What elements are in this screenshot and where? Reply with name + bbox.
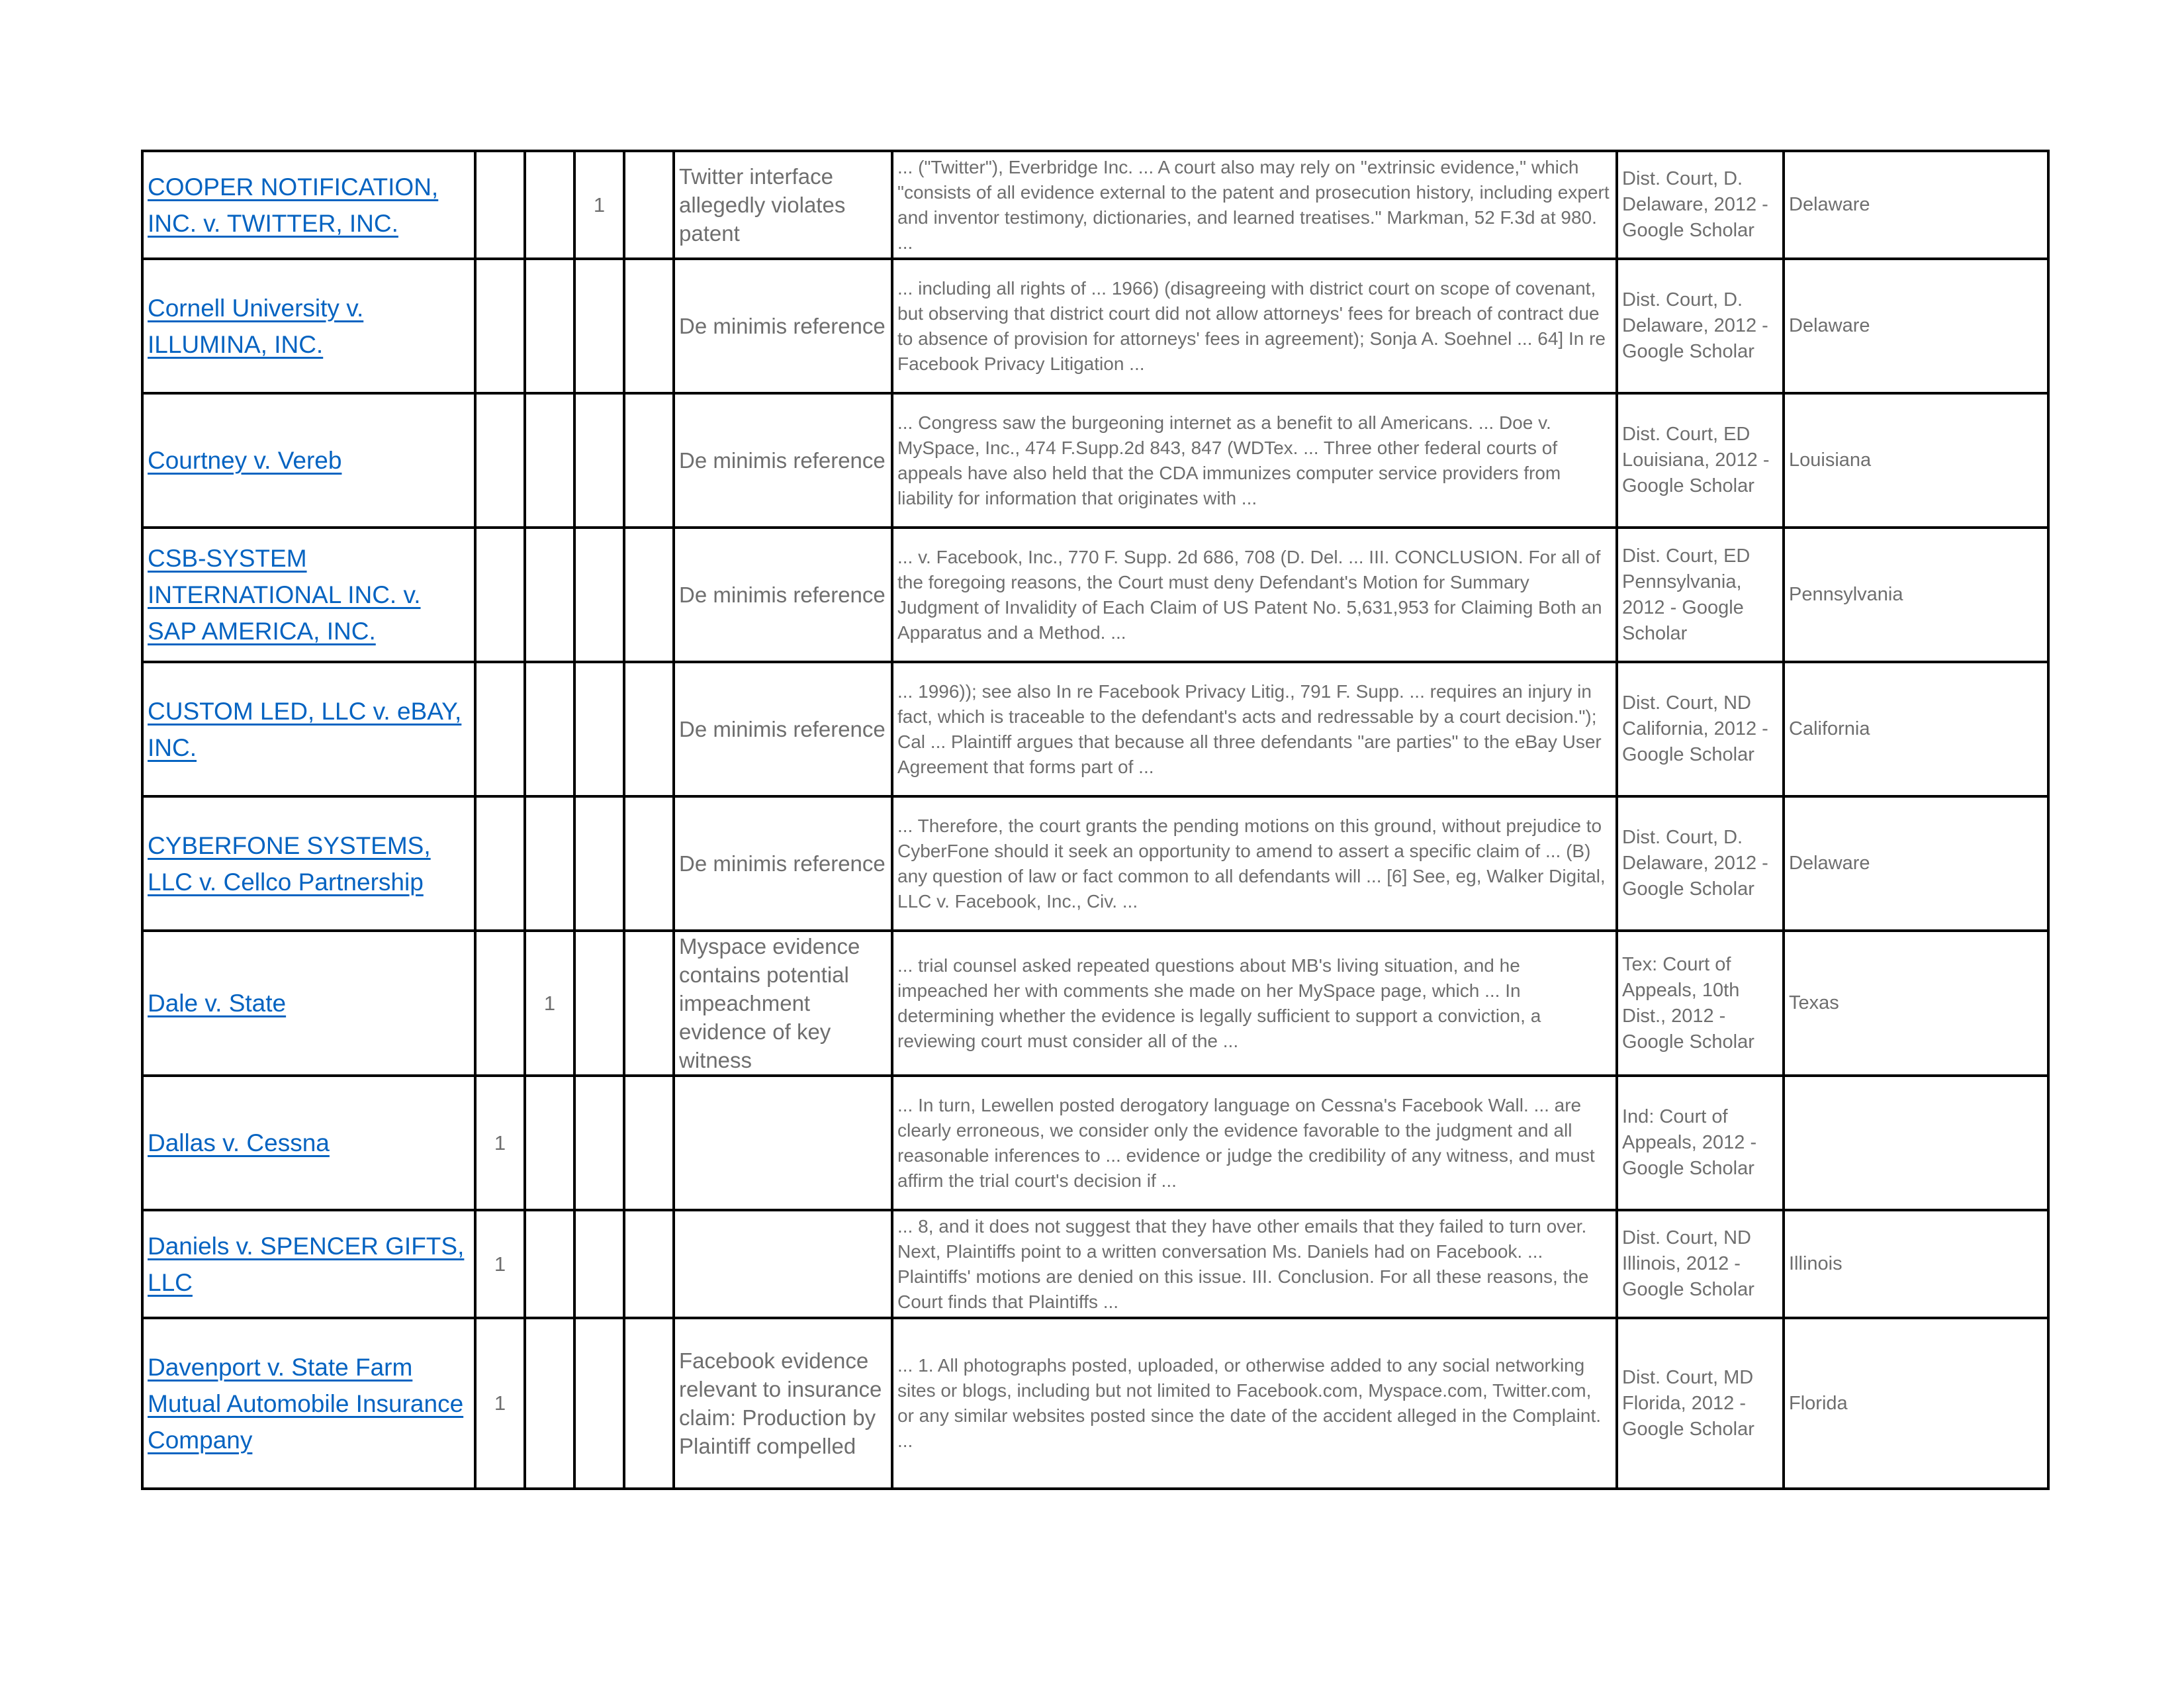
case-link[interactable]: Cornell University v. ILLUMINA, INC. — [148, 294, 364, 358]
case-link[interactable]: CYBERFONE SYSTEMS, LLC v. Cellco Partnership — [148, 831, 431, 896]
snippet-cell: ... including all rights of ... 1966) (disagreeing with district court on scope of covenant, but observing that district court did not allow attorneys' fees for breach of contract due to absence of provision for attorneys' fees in agreement); Sonja A. Soehnel ... 64] In re Facebook Privacy Litigation ... — [892, 259, 1617, 393]
count-col-2 — [525, 1076, 574, 1210]
court-cell: Dist. Court, MD Florida, 2012 - Google Scholar — [1617, 1318, 1784, 1489]
court-cell: Dist. Court, ND Illinois, 2012 - Google Scholar — [1617, 1210, 1784, 1318]
note-cell: De minimis reference — [674, 528, 892, 662]
snippet-cell: ... trial counsel asked repeated questions about MB's living situation, and he impeached her with comments she made on her MySpace page, which ... In determining whether the evidence is legally sufficient to support a conviction, a reviewing court must consider all of the ... — [892, 931, 1617, 1076]
state-cell — [1784, 1076, 2048, 1210]
count-col-4 — [624, 151, 674, 259]
snippet-cell: ... 1. All photographs posted, uploaded, or otherwise added to any social networking sites or blogs, including but not limited to Facebook.com, Myspace.com, Twitter.com, or any similar websites posted since the date of the accident alleged in the Complaint. ... — [892, 1318, 1617, 1489]
note-cell: Twitter interface allegedly violates patent — [674, 151, 892, 259]
case-table — [141, 150, 2050, 1490]
case-name-cell — [142, 393, 475, 528]
count-col-3 — [574, 796, 624, 931]
case-name-cell — [142, 528, 475, 662]
case-name-cell — [142, 1076, 475, 1210]
case-name-cell — [142, 1210, 475, 1318]
count-col-1: 1 — [475, 1210, 525, 1318]
case-link[interactable]: CUSTOM LED, LLC v. eBAY, INC. — [148, 697, 462, 761]
court-cell: Tex: Court of Appeals, 10th Dist., 2012 - Google Scholar — [1617, 931, 1784, 1076]
snippet-cell: ... Therefore, the court grants the pending motions on this ground, without prejudice to CyberFone should it seek an opportunity to amend to assert a specific claim of ... (B) any question of law or fact common to all defendants will ... [6] See, eg, Walker Digital, LLC v. Facebook, Inc., Civ. ... — [892, 796, 1617, 931]
count-col-2 — [525, 1318, 574, 1489]
count-col-4 — [624, 393, 674, 528]
snippet-cell: ... Congress saw the burgeoning internet as a benefit to all Americans. ... Doe v. MySpace, Inc., 474 F.Supp.2d 843, 847 (WDTex. ... Three other federal courts of appeals have also held that the CDA immunizes computer service providers from liability for information that originates with ... — [892, 393, 1617, 528]
court-cell: Dist. Court, ED Pennsylvania, 2012 - Google Scholar — [1617, 528, 1784, 662]
court-cell: Dist. Court, ND California, 2012 - Google Scholar — [1617, 662, 1784, 796]
count-col-1: 1 — [475, 1318, 525, 1489]
note-cell: De minimis reference — [674, 796, 892, 931]
case-link[interactable]: Dallas v. Cessna — [148, 1129, 330, 1156]
note-cell: De minimis reference — [674, 393, 892, 528]
table-row — [142, 796, 2048, 931]
count-col-2 — [525, 151, 574, 259]
case-name-cell — [142, 1318, 475, 1489]
case-link[interactable]: Davenport v. State Farm Mutual Automobile Insurance Company — [148, 1353, 464, 1454]
count-col-1 — [475, 259, 525, 393]
case-link[interactable]: CSB-SYSTEM INTERNATIONAL INC. v. SAP AMERICA, INC. — [148, 545, 421, 645]
snippet-cell: ... v. Facebook, Inc., 770 F. Supp. 2d 686, 708 (D. Del. ... III. CONCLUSION. For all of the foregoing reasons, the Court must deny Defendant's Motion for Summary Judgment of Invalidity of Each Claim of US Patent No. 5,631,953 for Claiming Both an Apparatus and a Method. ... — [892, 528, 1617, 662]
state-cell: Louisiana — [1784, 393, 2048, 528]
court-cell: Dist. Court, D. Delaware, 2012 - Google Scholar — [1617, 151, 1784, 259]
count-col-4 — [624, 528, 674, 662]
count-col-4 — [624, 796, 674, 931]
count-col-1 — [475, 796, 525, 931]
count-col-2 — [525, 796, 574, 931]
count-col-3: 1 — [574, 151, 624, 259]
state-cell: Texas — [1784, 931, 2048, 1076]
snippet-cell: ... ("Twitter"), Everbridge Inc. ... A court also may rely on "extrinsic evidence," which "consists of all evidence external to the patent and prosecution history, including expert and inventor testimony, dictionaries, and learned treatises." Markman, 52 F.3d at 980. ... — [892, 151, 1617, 259]
state-cell: Delaware — [1784, 796, 2048, 931]
state-cell: Illinois — [1784, 1210, 2048, 1318]
state-cell: Pennsylvania — [1784, 528, 2048, 662]
case-link[interactable]: Daniels v. SPENCER GIFTS, LLC — [148, 1232, 465, 1296]
case-name-cell — [142, 931, 475, 1076]
snippet-cell: ... 8, and it does not suggest that they have other emails that they failed to turn over. Next, Plaintiffs point to a written conversation Ms. Daniels had on Facebook. ... Plaintiffs' motions are denied on this issue. III. Conclusion. For all these reasons, the Court finds that Plaintiffs ... — [892, 1210, 1617, 1318]
note-cell — [674, 1210, 892, 1318]
case-name-cell — [142, 151, 475, 259]
count-col-3 — [574, 1210, 624, 1318]
note-cell: De minimis reference — [674, 259, 892, 393]
count-col-3 — [574, 1076, 624, 1210]
count-col-2 — [525, 662, 574, 796]
table-row — [142, 1210, 2048, 1318]
note-cell: De minimis reference — [674, 662, 892, 796]
table-row — [142, 151, 2048, 259]
snippet-cell: ... In turn, Lewellen posted derogatory language on Cessna's Facebook Wall. ... are clearly erroneous, we consider only the evidence favorable to the judgment and all reasonable inferences to ... evidence or judge the credibility of any witness, and must affirm the trial court's decision if ... — [892, 1076, 1617, 1210]
snippet-cell: ... 1996)); see also In re Facebook Privacy Litig., 791 F. Supp. ... requires an injury in fact, which is traceable to the defendant's acts and redressable by a court decision."); Cal ... Plaintiff argues that because all three defendants "are parties" to the eBay User Agreement that forms part of ... — [892, 662, 1617, 796]
note-cell — [674, 1076, 892, 1210]
count-col-3 — [574, 393, 624, 528]
count-col-3 — [574, 1318, 624, 1489]
case-name-cell — [142, 796, 475, 931]
table-row — [142, 1076, 2048, 1210]
count-col-1 — [475, 662, 525, 796]
court-cell: Dist. Court, ED Louisiana, 2012 - Google Scholar — [1617, 393, 1784, 528]
state-cell: Delaware — [1784, 259, 2048, 393]
count-col-2 — [525, 1210, 574, 1318]
court-cell: Dist. Court, D. Delaware, 2012 - Google Scholar — [1617, 259, 1784, 393]
state-cell: Delaware — [1784, 151, 2048, 259]
case-link[interactable]: Dale v. State — [148, 990, 287, 1017]
count-col-1 — [475, 151, 525, 259]
count-col-4 — [624, 259, 674, 393]
count-col-4 — [624, 1076, 674, 1210]
count-col-3 — [574, 662, 624, 796]
count-col-4 — [624, 1210, 674, 1318]
count-col-4 — [624, 1318, 674, 1489]
count-col-1 — [475, 931, 525, 1076]
state-cell: California — [1784, 662, 2048, 796]
table-row — [142, 662, 2048, 796]
count-col-3 — [574, 931, 624, 1076]
table-row — [142, 393, 2048, 528]
table-row — [142, 528, 2048, 662]
count-col-3 — [574, 259, 624, 393]
count-col-1 — [475, 393, 525, 528]
count-col-4 — [624, 931, 674, 1076]
case-name-cell — [142, 259, 475, 393]
count-col-1: 1 — [475, 1076, 525, 1210]
table-row — [142, 259, 2048, 393]
count-col-2: 1 — [525, 931, 574, 1076]
table-row — [142, 1318, 2048, 1489]
state-cell: Florida — [1784, 1318, 2048, 1489]
case-link[interactable]: Courtney v. Vereb — [148, 447, 342, 474]
table-row — [142, 931, 2048, 1076]
court-cell: Ind: Court of Appeals, 2012 - Google Scholar — [1617, 1076, 1784, 1210]
count-col-1 — [475, 528, 525, 662]
count-col-2 — [525, 259, 574, 393]
count-col-3 — [574, 528, 624, 662]
court-cell: Dist. Court, D. Delaware, 2012 - Google Scholar — [1617, 796, 1784, 931]
count-col-4 — [624, 662, 674, 796]
case-link[interactable]: COOPER NOTIFICATION, INC. v. TWITTER, INC. — [148, 173, 439, 237]
count-col-2 — [525, 528, 574, 662]
note-cell: Facebook evidence relevant to insurance claim: Production by Plaintiff compelled — [674, 1318, 892, 1489]
case-name-cell — [142, 662, 475, 796]
note-cell: Myspace evidence contains potential impeachment evidence of key witness — [674, 931, 892, 1076]
count-col-2 — [525, 393, 574, 528]
